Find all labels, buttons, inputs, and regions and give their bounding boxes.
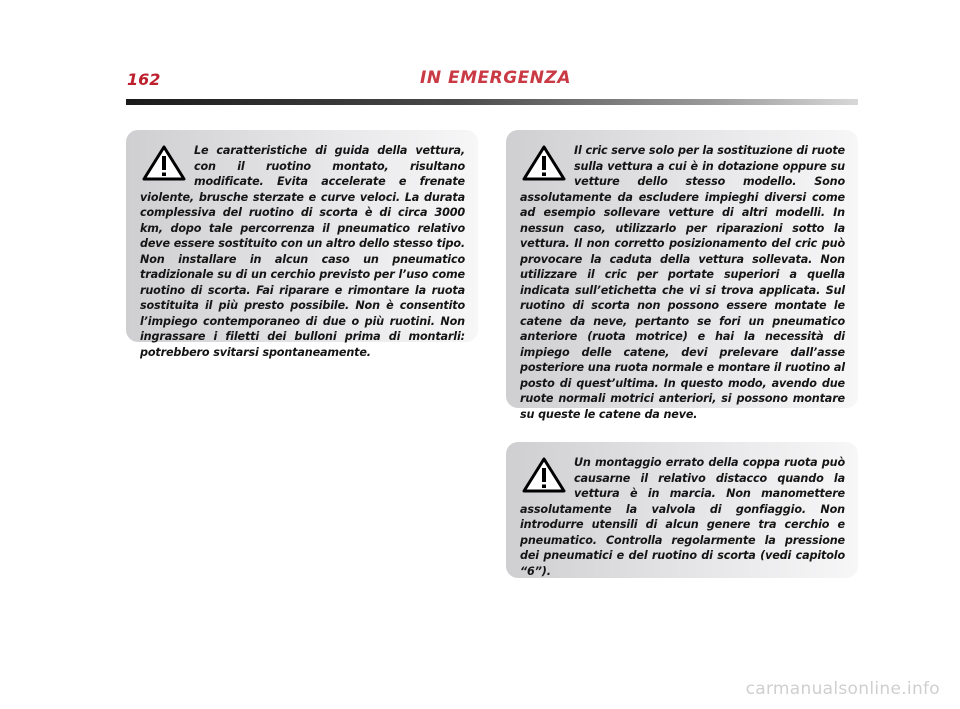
warning-text: Un montaggio errato della coppa ruota può causarne il relativo distacco quando la vettura è in marcia. Non manomettere assolutamente la valvola di gonfiaggio. Non introdurre utensili di alcun genere tra cerchio e pneumatico. Controlla regolarmente la pressione dei pneumatici e del ruotino di scorta (vedi capitolo “6”). bbox=[520, 456, 845, 578]
warning-text: Le caratteristiche di guida della vettura, con il ruotino montato, risultano modificate. Evita accelerate e frenate violente, brusche sterzate e curve veloci. La durata complessiva del ruotino di scorta è di circa 3000 km, dopo tale percorrenza il pneumatico relativo deve essere sostituito con un altro dello stesso tipo. Non installare in alcun caso un pneumatico tradizionale su di un cerchio previsto per l’uso come ruotino di scorta. Fai riparare e rimontare la ruota sostituita il più presto possibile. Non è consentito l’impiego contemporaneo di due o più ruotini. Non ingrassare i filetti dei bulloni prima di montarli: potrebbero svitarsi spontaneamente. bbox=[140, 144, 465, 359]
warning-box-wheel-cap bbox=[506, 442, 858, 578]
warning-box-jack bbox=[506, 130, 858, 421]
watermark: carmanualsonline.info bbox=[745, 679, 940, 699]
warning-triangle-icon bbox=[522, 145, 566, 181]
warning-triangle-icon bbox=[142, 145, 186, 181]
warning-text: Il cric serve solo per la sostituzione di ruote sulla vettura a cui è in dotazione oppure su vetture dello stesso modello. Sono assolutamente da escludere impieghi diversi come ad esempio sollevare vetture di altri modelli. In nessun caso, utilizzarlo per riparazioni sotto la vettura. Il non corretto posizionamento del cric può provocare la caduta della vettura sollevata. Non utilizzare il cric per portate superiori a quella indicata sull’etichetta che vi si trova applicata. Sul ruotino di scorta non possono essere montate le catene da neve, pertanto se fori un pneumatico anteriore (ruota motrice) e hai la necessità di impiego delle catene, devi prelevare dall’asse posteriore una ruota normale e montare il ruotino al posto di quest’ultima. In questo modo, avendo due ruote normali motrici anteriori, si possono montare su queste le catene da neve. bbox=[520, 144, 845, 421]
warning-triangle-icon bbox=[522, 457, 566, 493]
section-title: IN EMERGENZA bbox=[420, 68, 571, 88]
header-rule bbox=[126, 99, 858, 105]
page-number: 162 bbox=[127, 70, 161, 89]
warning-box-spare-wheel bbox=[126, 130, 478, 359]
